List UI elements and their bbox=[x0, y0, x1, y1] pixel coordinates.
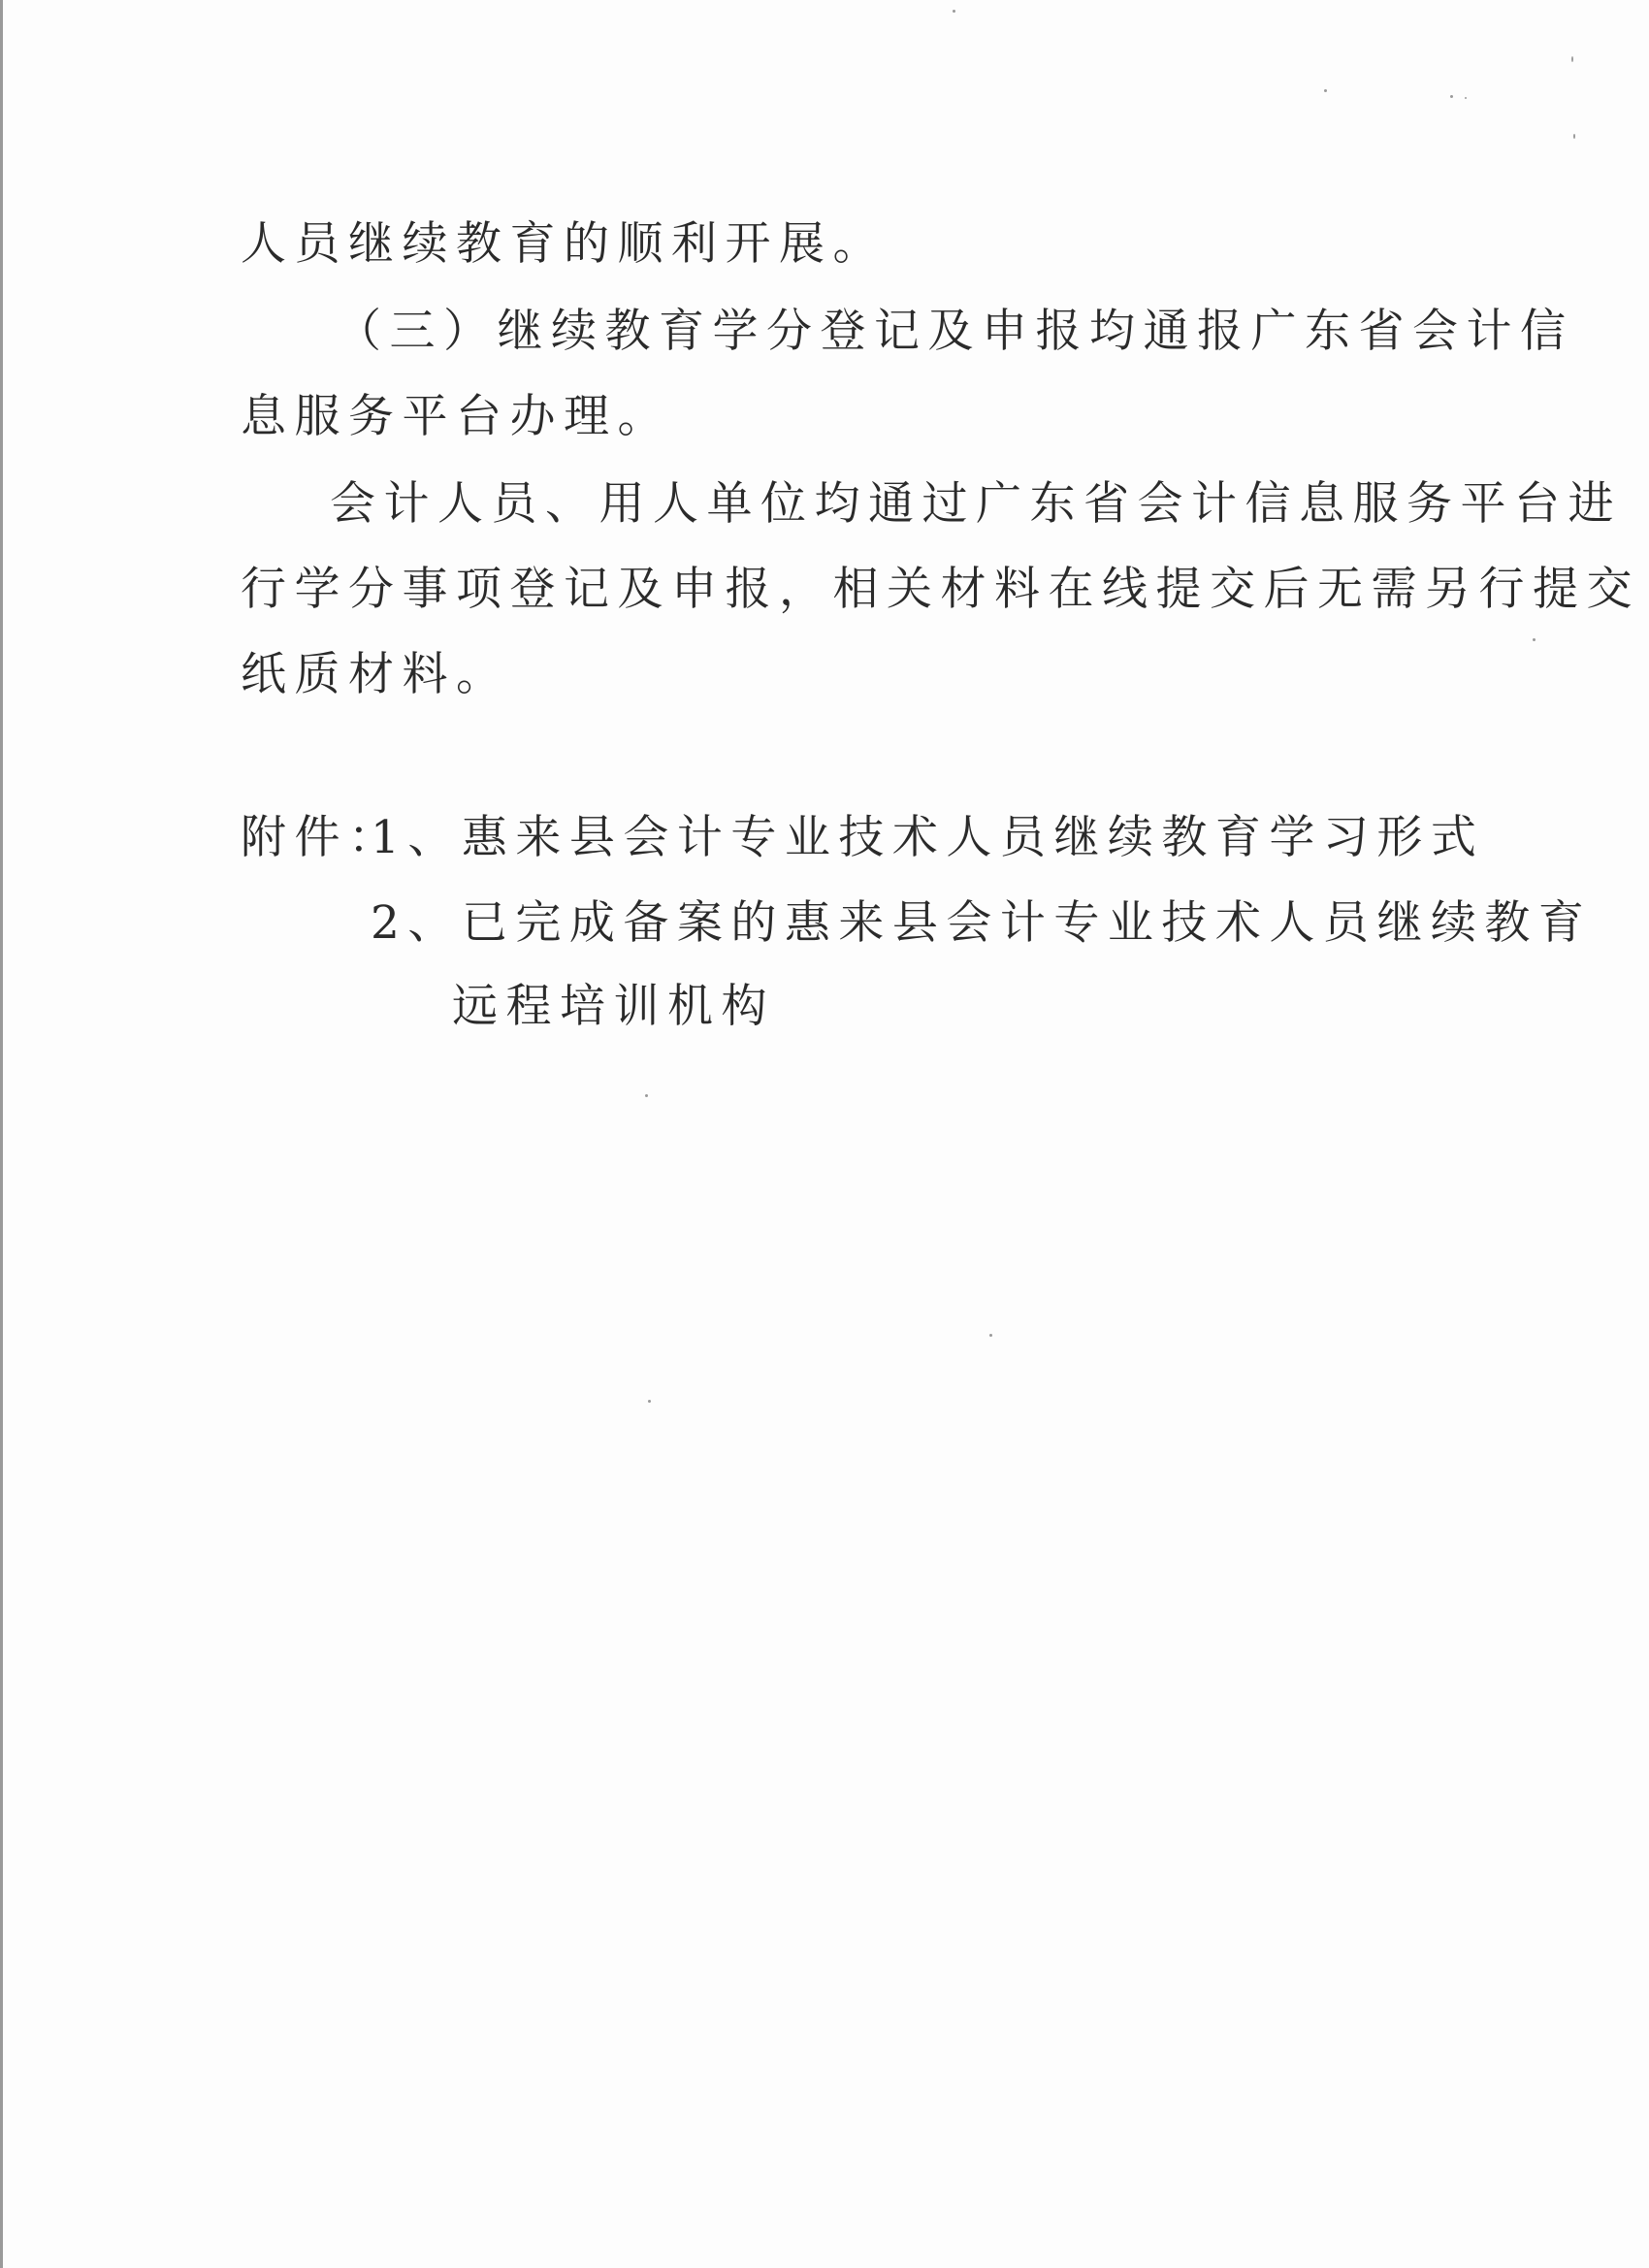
scan-speck bbox=[648, 1400, 651, 1403]
scan-edge bbox=[0, 0, 3, 2268]
scan-speck bbox=[1465, 97, 1467, 99]
attachment-item-2-line-2: 远程培训机构 bbox=[452, 980, 775, 1033]
scan-speck bbox=[953, 10, 955, 13]
paragraph-line-6: 纸质材料。 bbox=[241, 648, 510, 701]
scan-speck bbox=[1533, 638, 1536, 641]
attachments-label: 附件： bbox=[241, 811, 403, 864]
paragraph-line-1: 人员继续教育的顺利开展。 bbox=[241, 217, 887, 271]
attachment-item-1: 1、惠来县会计专业技术人员继续教育学习形式 bbox=[371, 811, 1485, 864]
paragraph-line-5: 行学分事项登记及申报，相关材料在线提交后无需另行提交 bbox=[241, 563, 1640, 616]
scan-speck bbox=[1324, 89, 1327, 92]
scan-speck bbox=[645, 1094, 648, 1097]
paragraph-line-3: 息服务平台办理。 bbox=[241, 390, 671, 443]
scan-speck bbox=[1571, 56, 1573, 62]
attachment-item-2-line-1: 2、已完成备案的惠来县会计专业技术人员继续教育 bbox=[371, 896, 1593, 950]
scan-speck bbox=[1450, 95, 1453, 98]
paragraph-line-2: （三）继续教育学分登记及申报均通报广东省会计信 bbox=[336, 305, 1574, 358]
paragraph-line-4: 会计人员、用人单位均通过广东省会计信息服务平台进 bbox=[330, 477, 1622, 531]
scan-speck bbox=[989, 1334, 992, 1337]
scan-speck bbox=[1573, 134, 1575, 139]
